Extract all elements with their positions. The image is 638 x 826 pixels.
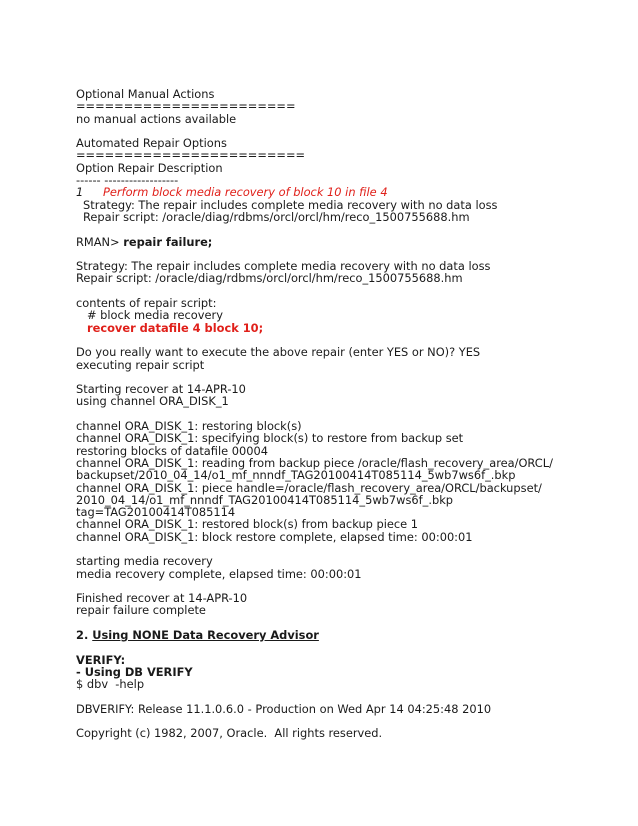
verify-heading: VERIFY: (76, 652, 126, 667)
contents-comment: # block media recovery (87, 308, 223, 323)
automated-heading: Automated Repair Options (76, 136, 227, 151)
blank-line (76, 691, 616, 703)
rman-command: repair failure; (123, 234, 213, 249)
media-recovery-complete: media recovery complete, elapsed time: 00:00:01 (76, 566, 362, 581)
optional-manual-heading: Optional Manual Actions (76, 87, 215, 101)
option-number: 1 (76, 185, 84, 200)
log-line: channel ORA_DISK_1: reading from backup piece /oracle/flash_recovery_area/ORCL/ (76, 455, 553, 470)
media-recovery-start: starting media recovery (76, 554, 213, 569)
dbverify-release: DBVERIFY: Release 11.1.0.6.0 - Production on Wed Apr 14 04:25:48 2010 (76, 701, 492, 716)
automated-col-header: Option Repair Description (76, 160, 223, 175)
optional-manual-rule: ======================= (76, 99, 296, 114)
strategy-line: Strategy: The repair includes complete media recovery with no data loss (76, 259, 491, 274)
log-line: channel ORA_DISK_1: restoring block(s) (76, 419, 302, 434)
executing-line: executing repair script (76, 357, 205, 372)
finished-line: Finished recover at 14-APR-10 (76, 591, 248, 606)
optional-manual-text: no manual actions available (76, 111, 237, 126)
log-line: tag=TAG20100414T085114 (76, 505, 236, 520)
option-script: Repair script: /oracle/diag/rdbms/orcl/orcl/hm/reco_1500755688.hm (83, 209, 470, 224)
section-title: Using NONE Data Recovery Advisor (92, 628, 319, 643)
repair-option-row (76, 186, 616, 198)
repair-complete-line: repair failure complete (76, 603, 206, 618)
section-number: 2 (76, 628, 84, 643)
rman-command-line (76, 236, 616, 248)
dbv-command: $ dbv -help (76, 677, 145, 692)
verify-subheading: - Using DB VERIFY (76, 664, 193, 679)
option-description: Perform block media recovery of block 10 in file 4 (103, 185, 388, 200)
copyright-line: Copyright (c) 1982, 2007, Oracle. All rights reserved. (76, 726, 383, 741)
section-heading (76, 629, 616, 641)
option-strategy: Strategy: The repair includes complete media recovery with no data loss (83, 197, 498, 212)
log-line: restoring blocks of datafile 00004 (76, 443, 268, 458)
section-separator: . (83, 628, 93, 643)
contents-command: recover datafile 4 block 10; (87, 320, 264, 335)
blank-line (76, 641, 616, 653)
repair-script-line: Repair script: /oracle/diag/rdbms/orcl/orcl/hm/reco_1500755688.hm (76, 271, 463, 286)
document-page (76, 88, 616, 740)
contents-heading: contents of repair script: (76, 296, 217, 311)
channel-line: using channel ORA_DISK_1 (76, 394, 229, 409)
starting-line: Starting recover at 14-APR-10 (76, 382, 246, 397)
log-line: channel ORA_DISK_1: block restore complete, elapsed time: 00:00:01 (76, 529, 473, 544)
log-line: 2010_04_14/o1_mf_nnndf_TAG20100414T085114_5wb7ws6f_.bkp (76, 492, 454, 507)
automated-dash-rule: ------ ------------------ (76, 173, 179, 188)
confirm-question: Do you really want to execute the above repair (enter YES or NO)? YES (76, 345, 481, 360)
rman-prompt: RMAN> (76, 234, 124, 249)
automated-rule: ======================== (76, 148, 306, 163)
log-line: channel ORA_DISK_1: piece handle=/oracle/flash_recovery_area/ORCL/backupset/ (76, 480, 542, 495)
log-line: channel ORA_DISK_1: restored block(s) from backup piece 1 (76, 517, 419, 532)
log-line: channel ORA_DISK_1: specifying block(s) to restore from backup set (76, 431, 464, 446)
log-line: backupset/2010_04_14/o1_mf_nnndf_TAG20100414T085114_5wb7ws6f_.bkp (76, 468, 516, 483)
